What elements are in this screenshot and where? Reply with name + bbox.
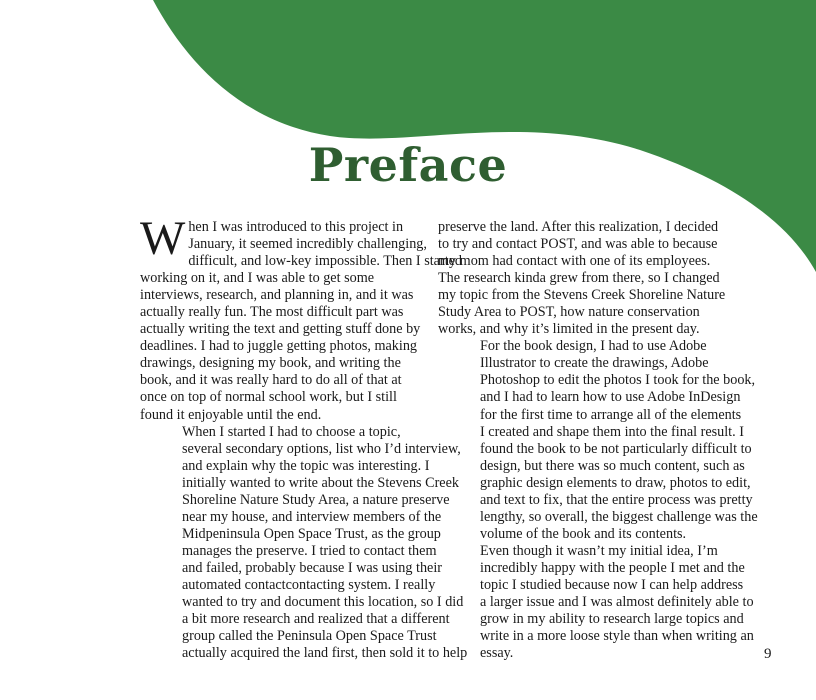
text-line: found it enjoyable until the end. xyxy=(140,406,322,423)
text-line: difficult, and low-key impossible. Then I started xyxy=(188,253,463,270)
text-line: several secondary options, list who I’d interview, xyxy=(182,440,461,457)
text-line: for the first time to arrange all of the elements xyxy=(480,406,742,423)
text-line: volume of the book and its contents. xyxy=(480,525,687,542)
text-column-left xyxy=(140,212,468,662)
text-line: Even though it wasn’t my initial idea, I’m xyxy=(480,542,718,559)
text-line: book, and it was really hard to do all of that at xyxy=(140,372,402,389)
text-line: hen I was introduced to this project in xyxy=(188,219,404,235)
page-title: Preface xyxy=(308,138,508,192)
text-line: actually really fun. The most difficult part was xyxy=(140,304,404,321)
text-line: once on top of normal school work, but I still xyxy=(140,389,397,406)
text-line: Photoshop to edit the photos I took for the book, xyxy=(480,372,756,389)
text-line: near my house, and interview members of the xyxy=(182,508,442,525)
paragraph xyxy=(140,212,463,424)
text-line: and I had to learn how to use Adobe InDesign xyxy=(480,389,741,406)
paragraph xyxy=(438,542,754,662)
text-line: actually writing the text and getting stuff done by xyxy=(140,321,421,338)
text-line: found the book to be not particularly difficult to xyxy=(480,440,752,457)
text-line: interviews, research, and planning in, and it was xyxy=(140,287,414,304)
text-line: Illustrator to create the drawings, Adobe xyxy=(480,355,709,372)
text-line: topic I studied because now I can help address xyxy=(480,576,744,593)
text-line: incredibly happy with the people I met and the xyxy=(480,559,745,576)
text-line: write in a more loose style than when writing an xyxy=(480,628,754,645)
text-line: Midpeninsula Open Space Trust, as the group xyxy=(182,525,441,542)
text-line: actually acquired the land first, then sold it to help xyxy=(182,645,468,662)
text-line: and failed, probably because I was using their xyxy=(182,559,443,576)
text-line: graphic design elements to draw, photos to edit, xyxy=(480,474,751,491)
text-line: initially wanted to write about the Stevens Creek xyxy=(182,474,459,491)
text-line: group called the Peninsula Open Space Trust xyxy=(182,628,437,645)
text-line: my mom had contact with one of its employees. xyxy=(438,253,711,270)
text-line: manages the preserve. I tried to contact them xyxy=(182,542,437,559)
paragraph xyxy=(140,423,468,663)
text-line: For the book design, I had to use Adobe xyxy=(480,338,707,355)
text-line: and text to fix, that the entire process was pretty xyxy=(480,491,753,508)
text-line: to try and contact POST, and was able to because xyxy=(438,236,718,253)
paragraph xyxy=(438,219,726,338)
text-line: drawings, designing my book, and writing the xyxy=(140,355,401,372)
text-line: and explain why the topic was interesting. I xyxy=(182,457,430,474)
text-line: grow in my ability to research large topics and xyxy=(480,611,744,628)
text-line: Shoreline Nature Study Area, a nature preserve xyxy=(182,491,450,508)
text-line: a bit more research and realized that a different xyxy=(182,611,450,628)
text-line: a larger issue and I was almost definitely able to xyxy=(480,594,754,611)
paragraph xyxy=(438,338,758,543)
text-line: When I started I had to choose a topic, xyxy=(182,423,401,440)
text-line: my topic from the Stevens Creek Shoreline Nature xyxy=(438,287,726,304)
text-line: works, and why it’s limited in the present day. xyxy=(438,321,700,338)
page-number: 9 xyxy=(764,646,772,662)
text-line: January, it seemed incredibly challenging, xyxy=(188,236,427,253)
text-line: The research kinda grew from there, so I changed xyxy=(438,270,720,287)
text-line: Study Area to POST, how nature conservation xyxy=(438,304,700,321)
text-line: lengthy, so overall, the biggest challenge was the xyxy=(480,508,758,525)
text-column-right xyxy=(438,219,758,662)
text-line: design, but there was so much content, such as xyxy=(480,457,745,474)
text-line: preserve the land. After this realization, I decided xyxy=(438,219,719,235)
text-line: automated contactcontacting system. I really xyxy=(182,576,436,593)
text-line: deadlines. I had to juggle getting photos, making xyxy=(140,338,418,355)
text-line: wanted to try and document this location, so I did xyxy=(182,594,464,611)
text-line: working on it, and I was able to get some xyxy=(140,270,375,287)
text-line: essay. xyxy=(480,645,514,662)
text-line: I created and shape them into the final result. I xyxy=(480,423,744,440)
drop-cap: W xyxy=(140,212,186,265)
